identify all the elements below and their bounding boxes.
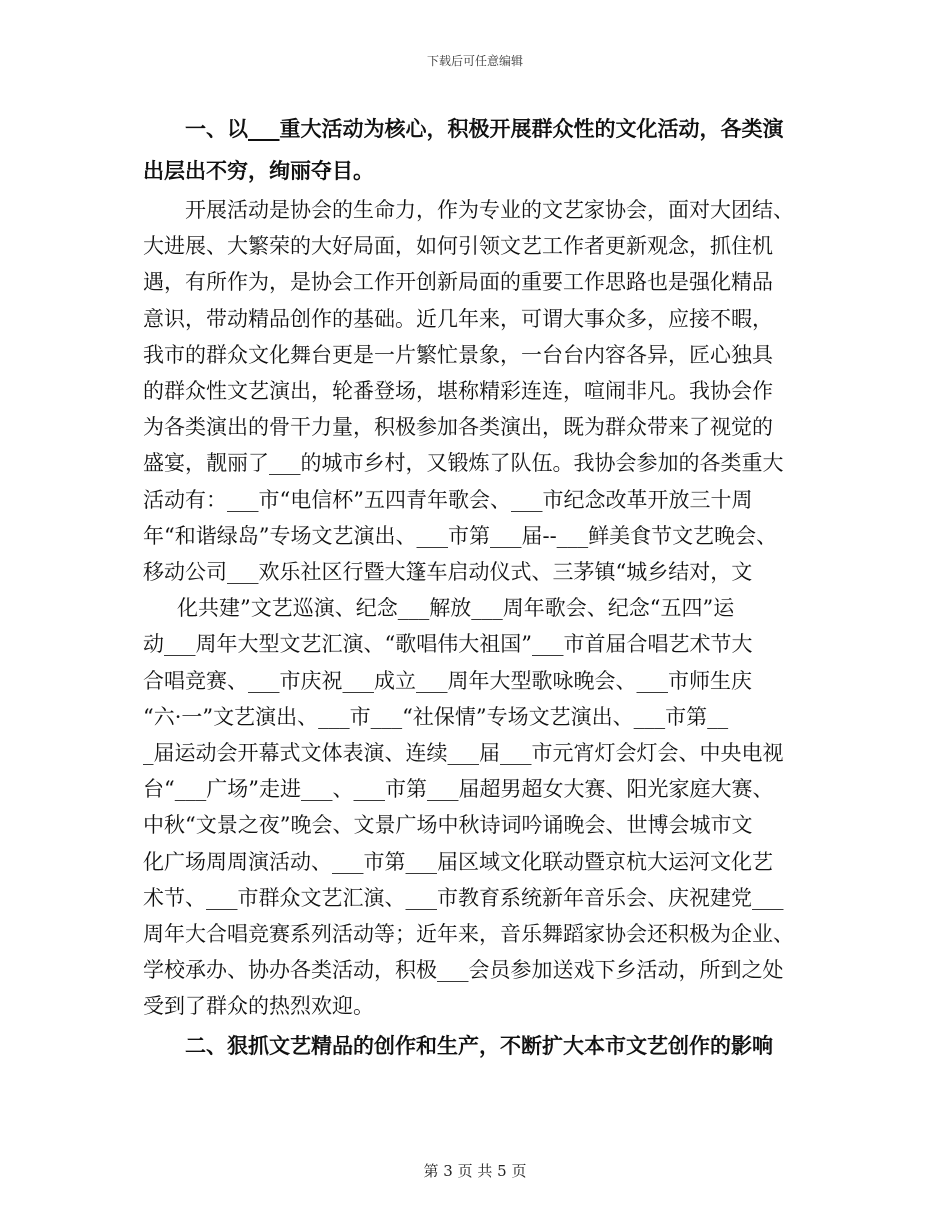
page-footer: 第 3 页 共 5 页 [423, 1162, 527, 1180]
text-line: 中秋“文景之夜”晚会、文景广场中秋诗词吟诵晚会、世博会城市文 [143, 813, 753, 838]
text-line: 合唱竞赛、___市庆祝___成立___周年大型歌咏晚会、___市师生庆 [143, 668, 752, 693]
text-line: 移动公司___欢乐社区行暨大篷车启动仪式、三茅镇“城乡结对，文 [143, 560, 753, 585]
heading-line: 一、以___重大活动为核心，积极开展群众性的文化活动，各类演 [185, 116, 784, 141]
paragraph-activities-continued [143, 590, 823, 1024]
text-line: 化广场周周演活动、___市第___届区域文化联动暨京杭大运河文化艺 [143, 849, 773, 874]
text-line: 台“___广场”走进___、___市第___届超男超女大赛、阳光家庭大赛、 [143, 777, 774, 802]
section-heading-2 [143, 1025, 823, 1067]
text-line: 受到了群众的热烈欢迎。 [143, 994, 374, 1019]
section-heading-1 [143, 108, 823, 192]
text-line: 为各类演出的骨干力量，积极参加各类演出，既为群众带来了视觉的 [143, 415, 773, 440]
document-body [143, 108, 823, 1067]
text-line: 活动有：___市“电信杯”五四青年歌会、___市纪念改革开放三十周 [143, 487, 753, 512]
heading-line: 二、狠抓文艺精品的创作和生产，不断扩大本市文艺创作的影响 [185, 1032, 773, 1058]
text-line: 大进展、大繁荣的大好局面，如何引领文艺工作者更新观念，抓住机 [143, 234, 773, 259]
paragraph-activities [143, 192, 823, 590]
text-line: “六·一”文艺演出、___市___“社保情”专场文艺演出、___市第__ [143, 704, 729, 729]
text-line: 遇，有所作为，是协会工作开创新局面的重要工作思路也是强化精品 [143, 270, 773, 295]
text-line: 意识，带动精品创作的基础。近几年来，可谓大事众多，应接不暇， [143, 306, 773, 331]
text-line: _届运动会开幕式文体表演、连续___届___市元宵灯会灯会、中央电视 [143, 741, 784, 766]
text-line: 开展活动是协会的生命力，作为专业的文艺家协会，面对大团结、 [185, 198, 794, 222]
heading-line: 出层出不穷，绚丽夺目。 [143, 158, 374, 183]
text-line: 我市的群众文化舞台更是一片繁忙景象，一台台内容各异，匠心独具 [143, 342, 773, 367]
page-header: 下载后可任意编辑 [426, 54, 523, 68]
text-line: 动___周年大型文艺汇演、“歌唱伟大祖国”___市首届合唱艺术节大 [143, 632, 753, 657]
text-line: 学校承办、协办各类活动，积极___会员参加送戏下乡活动，所到之处 [143, 958, 784, 983]
text-line: 盛宴，靓丽了___的城市乡村，又锻炼了队伍。我协会参加的各类重大 [143, 451, 784, 476]
text-line: 的群众性文艺演出，轮番登场，堪称精彩连连，喧闹非凡。我协会作 [143, 379, 773, 404]
text-line: 术节、___市群众文艺汇演、___市教育系统新年音乐会、庆祝建党___ [143, 885, 784, 910]
text-line: 化共建”文艺巡演、纪念___解放___周年歌会、纪念“五四”运 [177, 596, 735, 621]
text-line: 年“和谐绿岛”专场文艺演出、___市第___届--___鲜美食节文艺晚会、 [143, 523, 778, 548]
text-line: 周年大合唱竞赛系列活动等；近年来，音乐舞蹈家协会还积极为企业、 [143, 922, 794, 947]
